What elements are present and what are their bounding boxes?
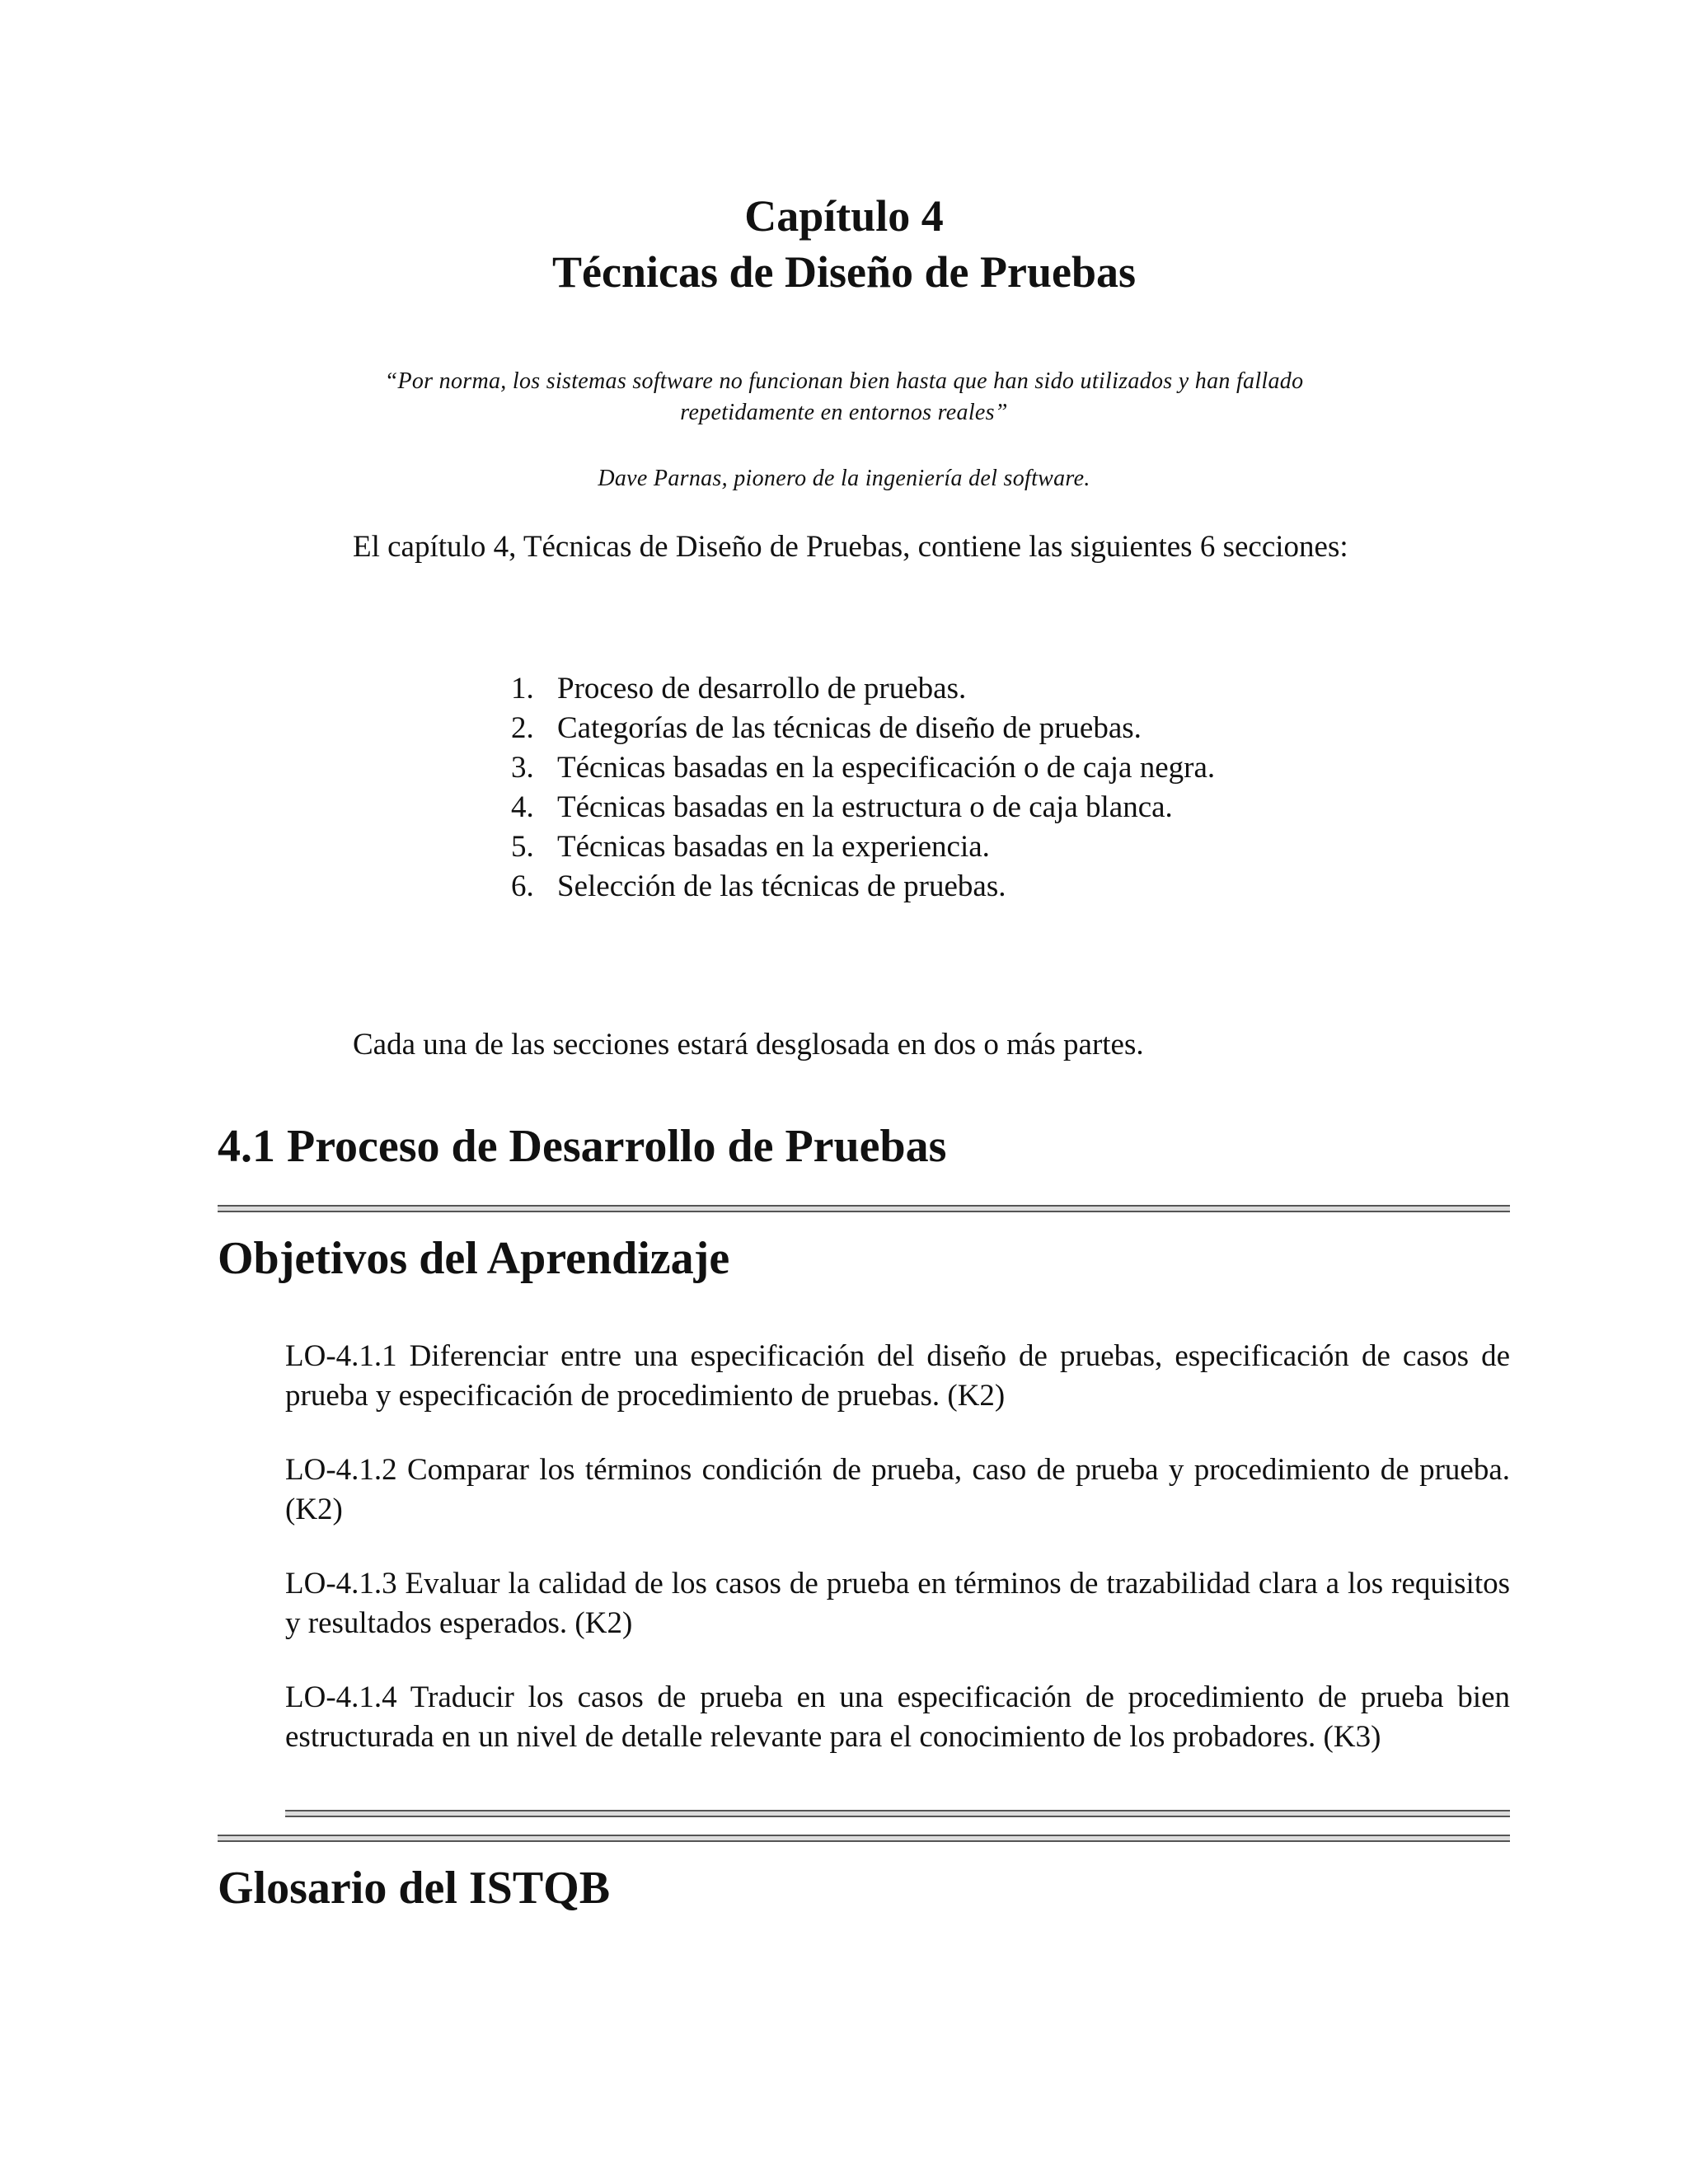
learning-objective: LO-4.1.3 Evaluar la calidad de los casos de prueba en términos de trazabilidad clara a los requisitos y resultados esperados. (K2) [285, 1567, 1510, 1640]
list-item [511, 709, 1215, 748]
closing-paragraph: Cada una de las secciones estará desglosada en dos o más partes. [353, 1028, 1144, 1062]
list-item-number: 2. [511, 711, 534, 745]
list-item-text: Técnicas basadas en la especificación o de caja negra. [557, 751, 1216, 785]
objectives-heading: Objetivos del Aprendizaje [218, 1233, 730, 1284]
intro-paragraph: El capítulo 4, Técnicas de Diseño de Pruebas, contiene las siguientes 6 secciones: [353, 530, 1348, 564]
list-item-text: Categorías de las técnicas de diseño de pruebas. [557, 711, 1142, 745]
chapter-title [0, 188, 1688, 300]
list-item-number: 6. [511, 869, 534, 903]
list-item-text: Selección de las técnicas de pruebas. [557, 869, 1006, 903]
section-list [511, 669, 1215, 907]
chapter-number: Capítulo 4 [744, 191, 944, 241]
list-item-text: Técnicas basadas en la experiencia. [557, 830, 990, 864]
list-item-number: 5. [511, 830, 534, 864]
list-item [511, 827, 1215, 867]
section-heading: 4.1 Proceso de Desarrollo de Pruebas [218, 1121, 947, 1172]
list-item-text: Técnicas basadas en la estructura o de caja blanca. [557, 790, 1173, 824]
objectives-end-divider [285, 1810, 1510, 1817]
epigraph-author: Dave Parnas, pionero de la ingeniería del software. [598, 466, 1090, 491]
list-item [511, 788, 1215, 827]
epigraph-quote [0, 366, 1688, 429]
list-item [511, 748, 1215, 788]
list-item-number: 4. [511, 790, 534, 824]
list-item-number: 1. [511, 672, 534, 705]
section-divider [218, 1205, 1510, 1212]
section-divider [218, 1835, 1510, 1842]
epigraph-quote-line-2: repetidamente en entornos reales” [680, 400, 1008, 425]
learning-objective: LO-4.1.1 Diferenciar entre una especificación del diseño de pruebas, especificación de casos de prueba y especificación de procedimiento de pruebas. (K2) [285, 1339, 1510, 1413]
learning-objective: LO-4.1.2 Comparar los términos condición de prueba, caso de prueba y procedimiento de prueba. (K2) [285, 1453, 1510, 1526]
list-item-text: Proceso de desarrollo de pruebas. [557, 672, 967, 705]
epigraph-quote-line-1: “Por norma, los sistemas software no funcionan bien hasta que han sido utilizados y han fallado [384, 368, 1304, 394]
list-item-number: 3. [511, 751, 534, 785]
chapter-name: Técnicas de Diseño de Pruebas [552, 247, 1136, 297]
glossary-heading: Glosario del ISTQB [218, 1863, 611, 1914]
learning-objective: LO-4.1.4 Traducir los casos de prueba en una especificación de procedimiento de prueba bien estructurada en un nivel de detalle relevante para el conocimiento de los probadores. (K3) [285, 1680, 1510, 1754]
list-item [511, 867, 1215, 907]
list-item [511, 669, 1215, 709]
